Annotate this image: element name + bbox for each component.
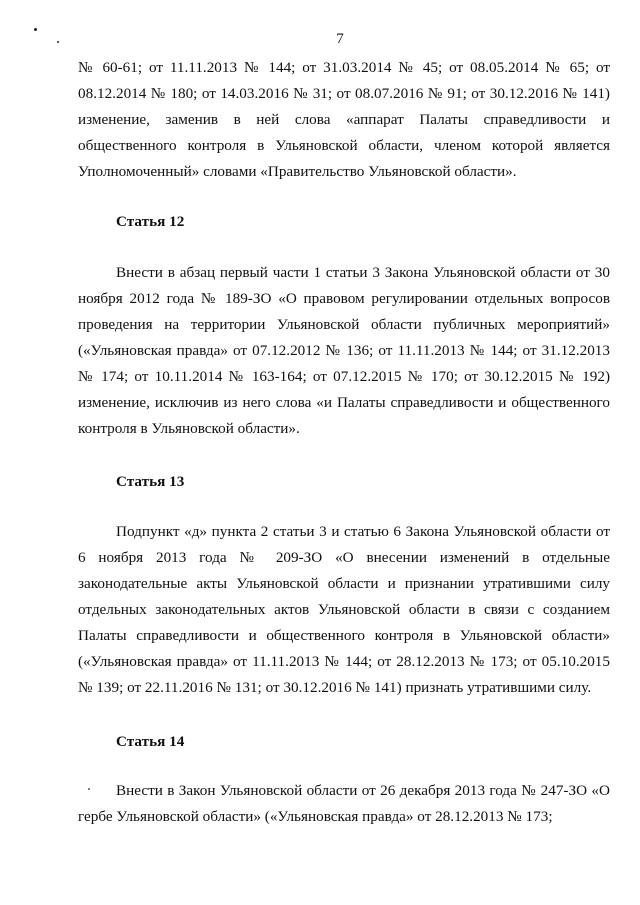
article-13-heading: Статья 13 bbox=[116, 473, 185, 490]
page-number: 7 bbox=[336, 31, 344, 47]
article-12-text: Внести в абзац первый части 1 статьи 3 Закона Ульяновской области от 30 ноября 2012 года № 189-ЗО «О правовом регулировании отдельных вопросов проведения на территории Ульяновской области публичных мероприятий» («Ульяновская правда» от 07.12.2012 № 136; от 11.11.2013 № 144; от 31.12.2013 № 174; от 10.11.2014 № 163-164; от 07.12.2015 № 170; от 30.12.2015 № 192) изменение, исключив из него слова «и Палаты справедливости и общественного контроля в Ульяновской области». bbox=[78, 264, 610, 437]
article-12-heading: Статья 12 bbox=[116, 213, 185, 230]
article-14-text: Внести в Закон Ульяновской области от 26 декабря 2013 года № 247-ЗО «О гербе Ульяновской области» («Ульяновская правда» от 28.12.2013 № 173; bbox=[78, 782, 610, 825]
article-13-text: Подпункт «д» пункта 2 статьи 3 и статью 6 Закона Ульяновской области от 6 ноября 2013 года № 209-ЗО «О внесении изменений в отдельные законодательные акты Ульяновской области и признании утратившими силу отдельных законодательных актов Ульяновской области в связи с созданием Палаты справедливости и общественного контроля в Ульяновской области» («Ульяновская правда» от 11.11.2013 № 144; от 28.12.2013 № 173; от 05.10.2015 № 139; от 22.11.2016 № 131; от 30.12.2016 № 141) признать утратившими силу. bbox=[78, 523, 610, 696]
article-14-heading: Статья 14 bbox=[116, 733, 185, 750]
paragraph-continuation: № 60-61; от 11.11.2013 № 144; от 31.03.2014 № 45; от 08.05.2014 № 65; от 08.12.2014 № 180; от 14.03.2016 № 31; от 08.07.2016 № 91; от 30.12.2016 № 141) изменение, заменив в ней слова «аппарат Палаты справедливости и общественного контроля в Ульяновской области, членом которой является Уполномоченный» словами «Правительство Ульяновской области». bbox=[78, 59, 610, 180]
